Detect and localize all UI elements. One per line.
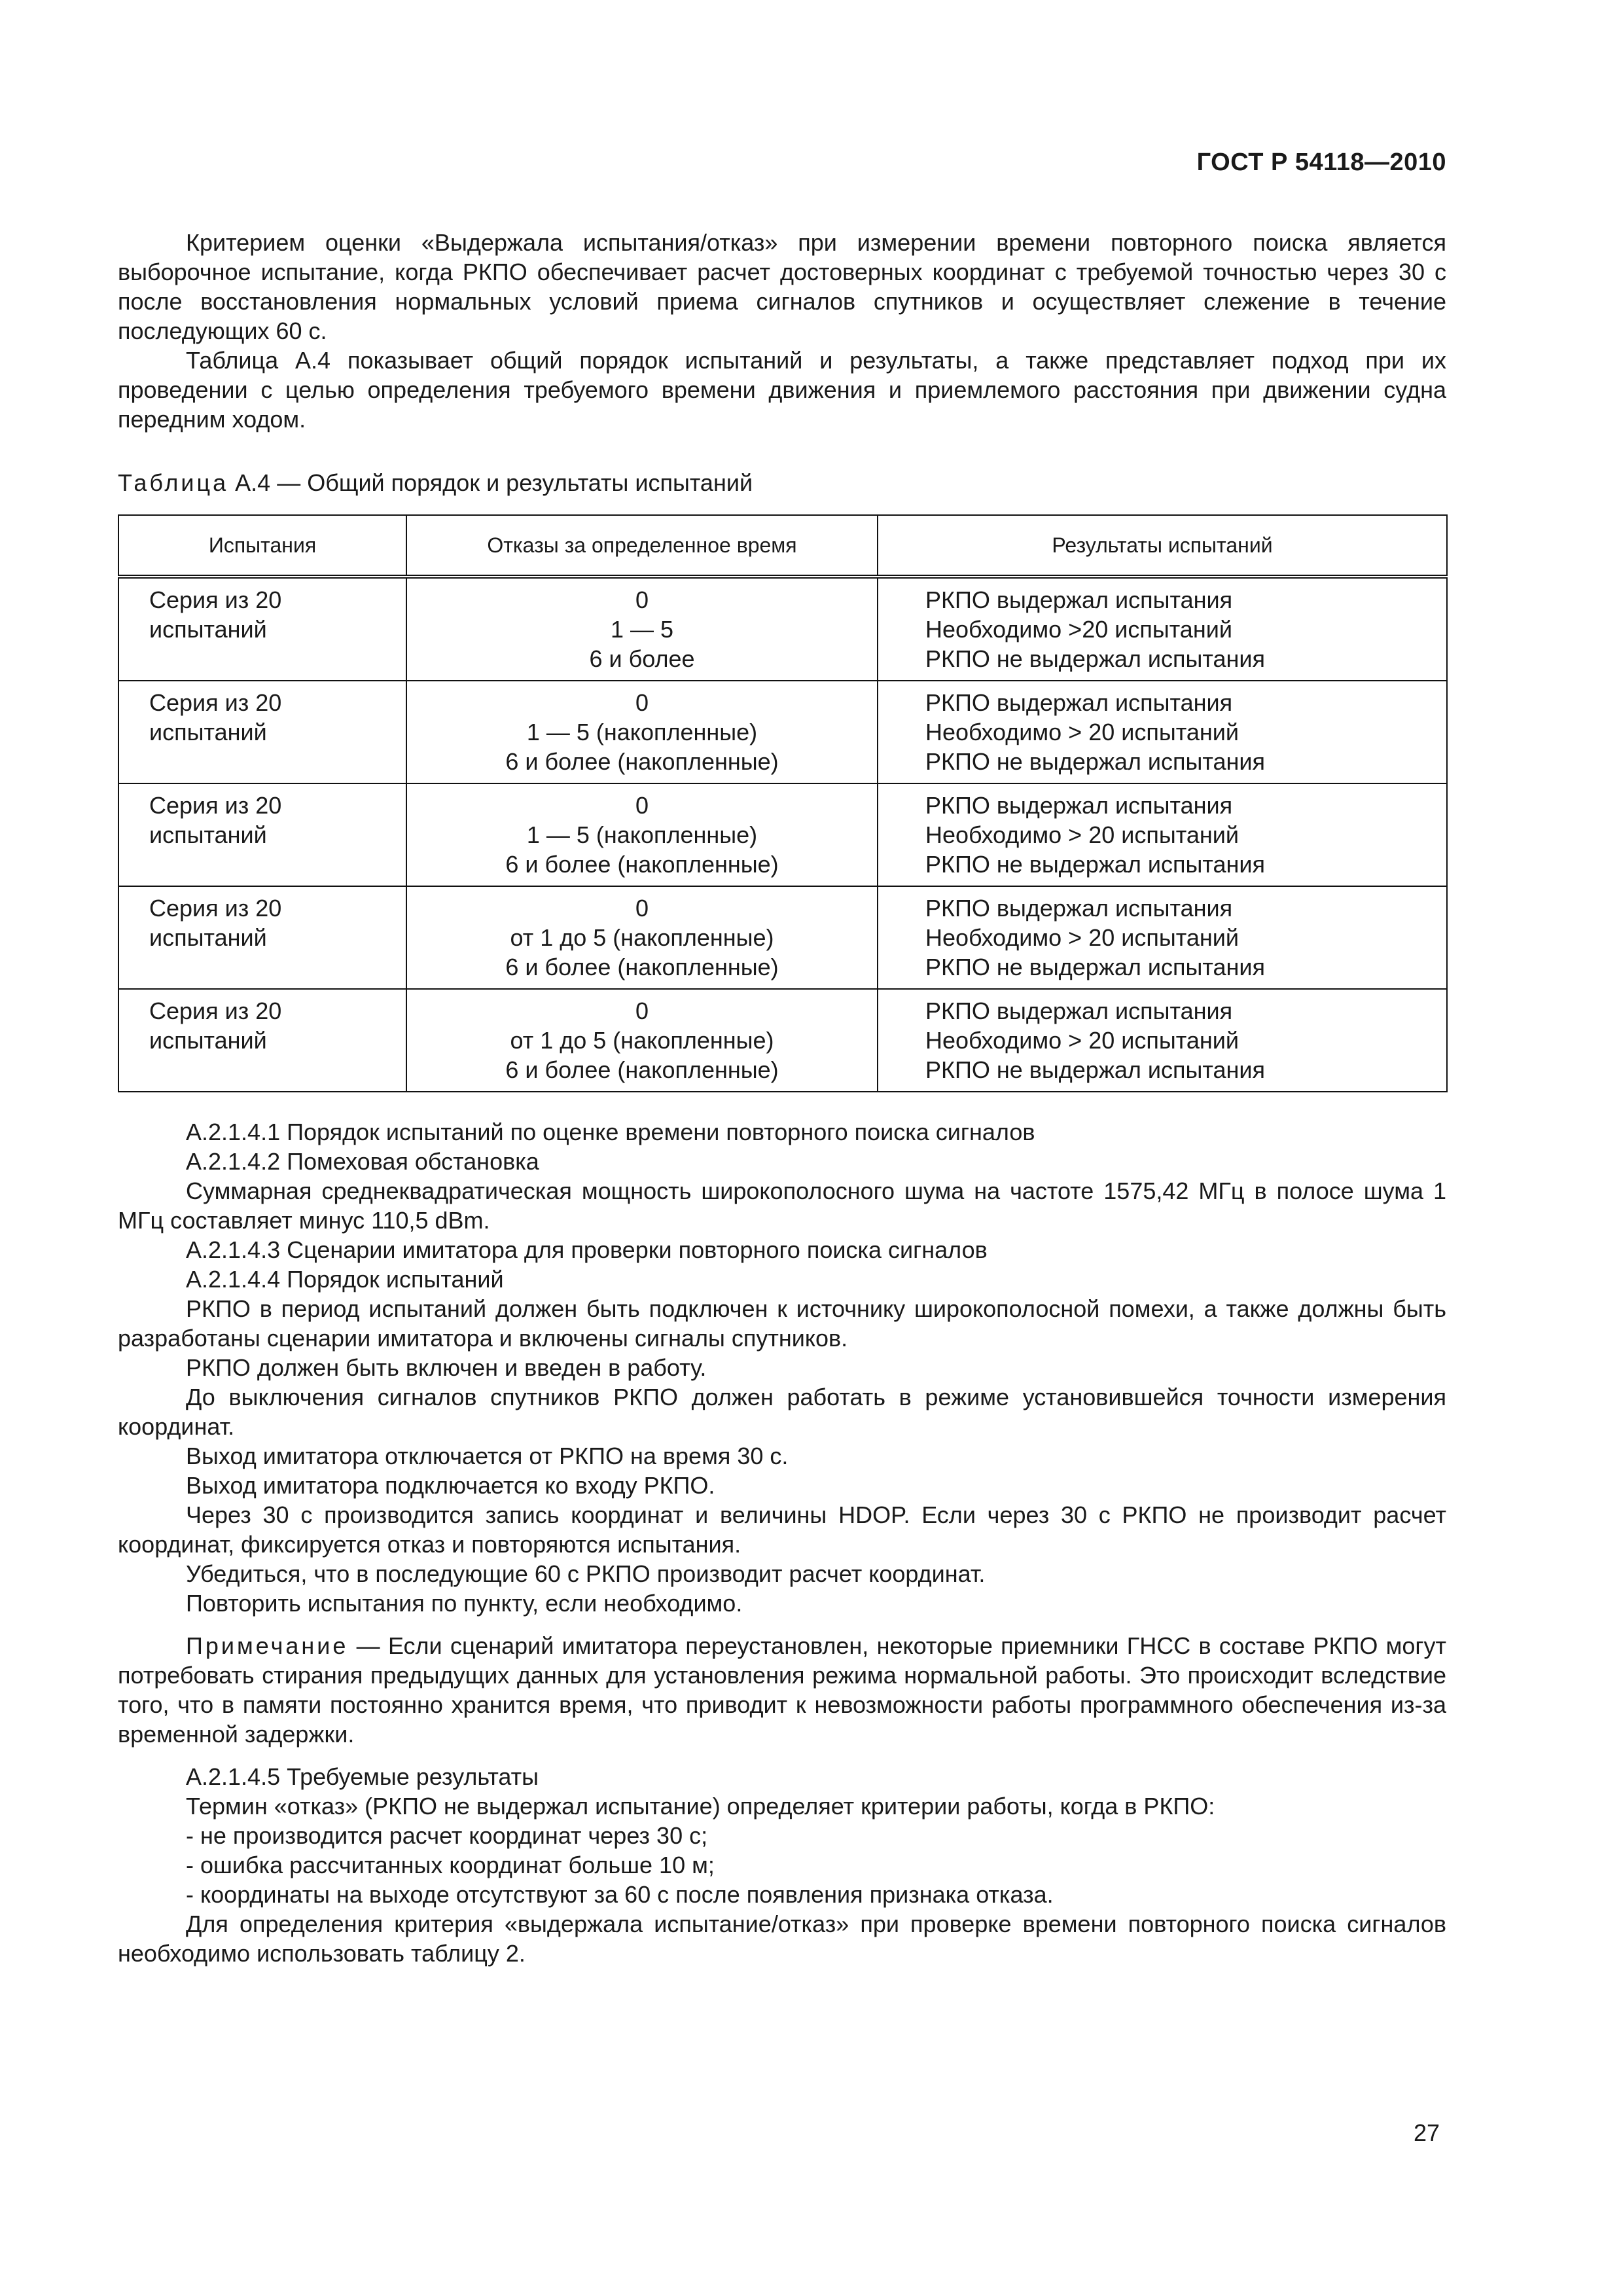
cell-line: испытаний [149, 616, 267, 643]
cell-line: 0 [635, 997, 649, 1024]
cell-line: РКПО выдержал испытания [925, 689, 1233, 716]
results-cell [878, 886, 1447, 989]
test-cell [118, 783, 406, 886]
cell-line: Серия из 20 [149, 586, 282, 613]
note-text: — Если сценарий имитатора переустановлен, некоторые приемники ГНСС в составе РКПО могут потребовать стирания предыдущих данных для установления режима нормальной работы. Это происходит вследствие того, что в памяти постоянно хранится время, что приводит к невозможности работы программного обеспечения из-за временной задержки. [118, 1632, 1446, 1748]
cell-line: Серия из 20 [149, 792, 282, 819]
cell-line: испытаний [149, 821, 267, 848]
intro-paragraph: Критерием оценки «Выдержала испытания/отказ» при измерении времени повторного поиска является выборочное испытание, когда РКПО обеспечивает расчет достоверных координат с требуемой точностью через 30 с после восстановления нормальных условий приема сигналов спутников и осуществляет слежение в течение последующих 60 с. [118, 229, 1446, 344]
body-paragraph: Для определения критерия «выдержала испытание/отказ» при проверке времени повторного поиска сигналов необходимо использовать таблицу 2. [118, 1910, 1446, 1967]
section-heading: А.2.1.4.4 Порядок испытаний [186, 1266, 504, 1293]
cell-line: 6 и более (накопленные) [505, 851, 779, 878]
cell-line: РКПО не выдержал испытания [925, 851, 1265, 878]
note-label: Примечание [186, 1632, 349, 1659]
table-row [118, 783, 1447, 886]
table-caption-label: Таблица [118, 469, 229, 496]
intro-paragraph: Таблица А.4 показывает общий порядок испытаний и результаты, а также представляет подход при их проведении с целью определения требуемого времени движения и приемлемого расстояния при движении судна передним ходом. [118, 347, 1446, 433]
section-heading: А.2.1.4.3 Сценарии имитатора для проверки повторного поиска сигналов [186, 1236, 988, 1263]
failures-cell [406, 681, 878, 783]
body-paragraph: Выход имитатора подключается ко входу РКПО. [186, 1472, 715, 1499]
cell-line: 1 — 5 (накопленные) [526, 719, 758, 745]
results-cell [878, 681, 1447, 783]
section-heading: А.2.1.4.1 Порядок испытаний по оценке времени повторного поиска сигналов [186, 1119, 1035, 1145]
body-paragraph: Повторить испытания по пункту, если необходимо. [186, 1590, 743, 1617]
body-paragraph: РКПО в период испытаний должен быть подключен к источнику широкополосной помехи, а также должны быть разработаны сценарии имитатора и включены сигналы спутников. [118, 1295, 1446, 1352]
cell-line: 1 — 5 (накопленные) [526, 821, 758, 848]
cell-line: 0 [635, 895, 649, 922]
test-cell [118, 989, 406, 1092]
failures-cell [406, 886, 878, 989]
cell-line: РКПО не выдержал испытания [925, 954, 1265, 980]
list-item: - не производится расчет координат через 30 с; [186, 1822, 708, 1849]
cell-line: от 1 до 5 (накопленные) [510, 1027, 774, 1054]
test-cell [118, 681, 406, 783]
cell-line: 0 [635, 689, 649, 716]
cell-line: РКПО выдержал испытания [925, 895, 1233, 922]
cell-line: 6 и более (накопленные) [505, 954, 779, 980]
page-content [118, 228, 1446, 1968]
cell-line: Необходимо > 20 испытаний [925, 821, 1239, 848]
results-cell [878, 989, 1447, 1092]
results-cell [878, 577, 1447, 681]
cell-line: испытаний [149, 719, 267, 745]
cell-line: 1 — 5 [610, 616, 674, 643]
body-paragraph: Выход имитатора отключается от РКПО на время 30 с. [186, 1443, 789, 1469]
results-table [118, 514, 1448, 1092]
failures-cell [406, 783, 878, 886]
table-row [118, 577, 1447, 681]
cell-line: испытаний [149, 1027, 267, 1054]
body-paragraph: До выключения сигналов спутников РКПО должен работать в режиме установившейся точности измерения координат. [118, 1384, 1446, 1440]
cell-line: от 1 до 5 (накопленные) [510, 924, 774, 951]
cell-line: РКПО выдержал испытания [925, 586, 1233, 613]
table-caption-text: А.4 — Общий порядок и результаты испытаний [228, 469, 753, 496]
note-paragraph [118, 1631, 1446, 1749]
cell-line: 6 и более [589, 645, 695, 672]
body-paragraph: Суммарная среднеквадратическая мощность широкополосного шума на частоте 1575,42 МГц в полосе шума 1 МГц составляет минус 110,5 dBm. [118, 1177, 1446, 1234]
body-paragraph: Через 30 с производится запись координат и величины HDOP. Если через 30 с РКПО не производит расчет координат, фиксируется отказ и повторяются испытания. [118, 1501, 1446, 1558]
table-caption [118, 468, 1446, 497]
table-header-row [118, 515, 1447, 577]
cell-line: 0 [635, 792, 649, 819]
cell-line: Необходимо > 20 испытаний [925, 1027, 1239, 1054]
cell-line: РКПО выдержал испытания [925, 792, 1233, 819]
column-header-tests: Испытания [118, 515, 406, 577]
test-cell [118, 577, 406, 681]
table-row [118, 886, 1447, 989]
section-heading: А.2.1.4.2 Помеховая обстановка [186, 1148, 539, 1175]
page-number: 27 [1414, 2119, 1440, 2146]
table-row [118, 989, 1447, 1092]
cell-line: испытаний [149, 924, 267, 951]
cell-line: Серия из 20 [149, 997, 282, 1024]
body-text [118, 1117, 1446, 1968]
document-id: ГОСТ Р 54118—2010 [1196, 149, 1446, 176]
cell-line: Необходимо > 20 испытаний [925, 924, 1239, 951]
cell-line: Необходимо >20 испытаний [925, 616, 1232, 643]
body-paragraph: Убедиться, что в последующие 60 с РКПО производит расчет координат. [186, 1560, 986, 1587]
column-header-results: Результаты испытаний [878, 515, 1447, 577]
body-paragraph: Термин «отказ» (РКПО не выдержал испытание) определяет критерии работы, когда в РКПО: [186, 1793, 1215, 1820]
cell-line: Серия из 20 [149, 689, 282, 716]
table-row [118, 681, 1447, 783]
cell-line: Серия из 20 [149, 895, 282, 922]
test-cell [118, 886, 406, 989]
cell-line: РКПО не выдержал испытания [925, 748, 1265, 775]
section-heading: А.2.1.4.5 Требуемые результаты [186, 1763, 539, 1790]
cell-line: 6 и более (накопленные) [505, 1056, 779, 1083]
cell-line: РКПО не выдержал испытания [925, 1056, 1265, 1083]
cell-line: РКПО не выдержал испытания [925, 645, 1265, 672]
list-item: - координаты на выходе отсутствуют за 60 с после появления признака отказа. [186, 1881, 1054, 1908]
results-cell [878, 783, 1447, 886]
cell-line: 0 [635, 586, 649, 613]
cell-line: РКПО выдержал испытания [925, 997, 1233, 1024]
body-paragraph: РКПО должен быть включен и введен в работу. [186, 1354, 707, 1381]
cell-line: 6 и более (накопленные) [505, 748, 779, 775]
cell-line: Необходимо > 20 испытаний [925, 719, 1239, 745]
failures-cell [406, 989, 878, 1092]
failures-cell [406, 577, 878, 681]
column-header-failures: Отказы за определенное время [406, 515, 878, 577]
list-item: - ошибка рассчитанных координат больше 10 м; [186, 1852, 715, 1878]
